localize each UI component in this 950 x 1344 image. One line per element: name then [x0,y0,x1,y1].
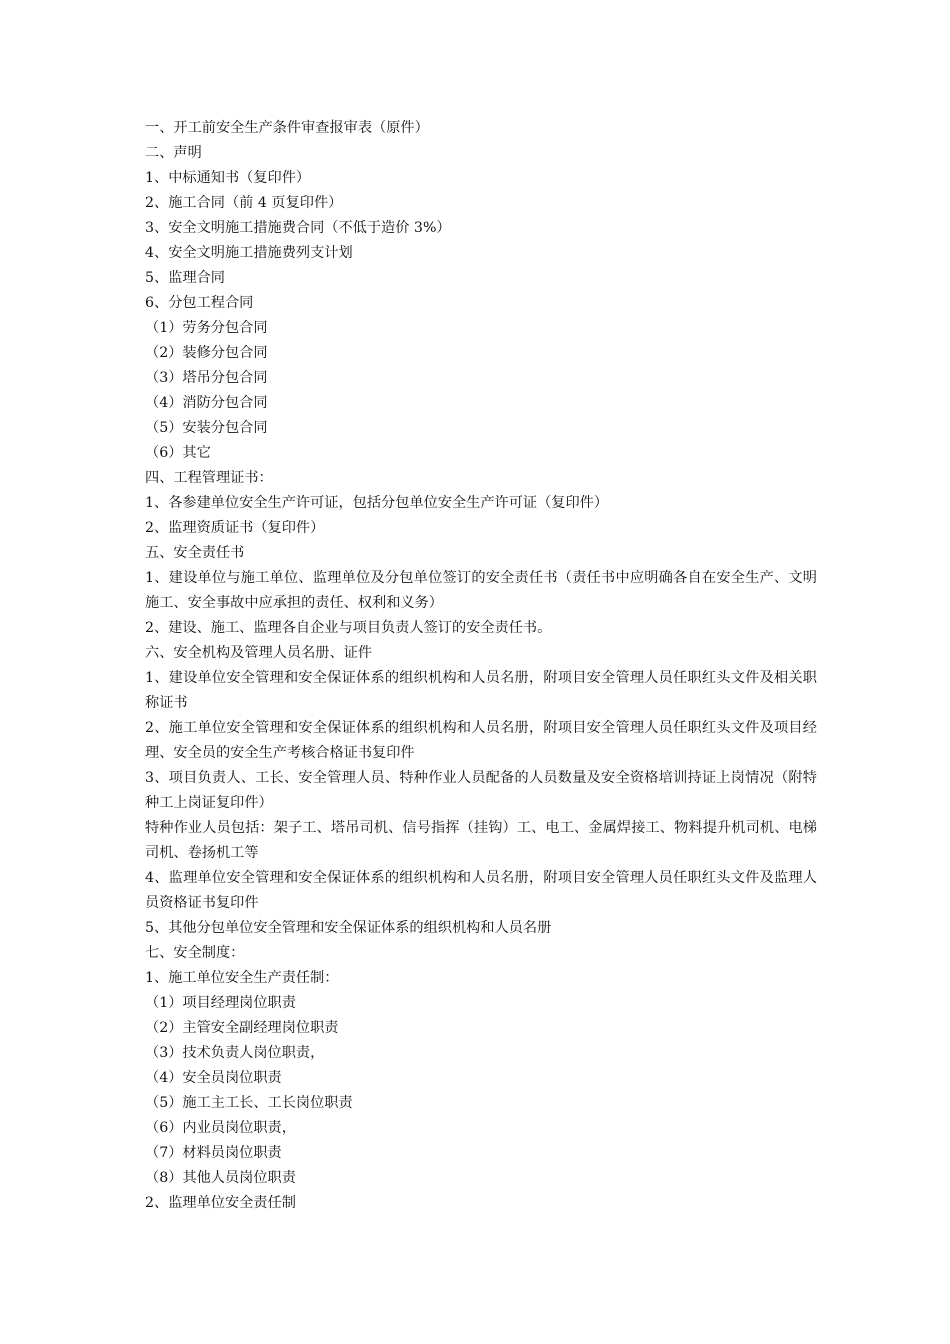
list-item: 2、建设、施工、监理各自企业与项目负责人签订的安全责任书。 [145,620,552,636]
sub-list-item: （1）劳务分包合同 [145,320,268,336]
list-item: 4、安全文明施工措施费列支计划 [145,245,353,261]
list-item: 3、项目负责人、工长、安全管理人员、特种作业人员配备的人员数量及安全资格培训持证上岗情况（附特种工上岗证复印件） [145,770,817,811]
list-item: 1、建设单位安全管理和安全保证体系的组织机构和人员名册，附项目安全管理人员任职红头文件及相关职称证书 [145,670,817,711]
list-item: 1、施工单位安全生产责任制： [145,970,339,986]
sub-list-item: （8）其他人员岗位职责 [145,1170,296,1186]
list-item: 5、其他分包单位安全管理和安全保证体系的组织机构和人员名册 [145,920,552,936]
sub-list-item: （6）其它 [145,445,211,461]
list-item: 3、安全文明施工措施费合同（不低于造价 3%） [145,220,451,236]
sub-list-item: （5）施工主工长、工长岗位职责 [145,1095,353,1111]
sub-list-item: （2）装修分包合同 [145,345,268,361]
heading-1: 一、开工前安全生产条件审查报审表（原件） [145,120,429,136]
document-body [145,116,817,1216]
list-item: 2、施工单位安全管理和安全保证体系的组织机构和人员名册，附项目安全管理人员任职红头文件及项目经理、安全员的安全生产考核合格证书复印件 [145,720,817,761]
heading-4: 四、工程管理证书： [145,470,273,486]
list-item: 2、监理单位安全责任制 [145,1195,296,1211]
note-paragraph: 特种作业人员包括：架子工、塔吊司机、信号指挥（挂钩）工、电工、金属焊接工、物料提升机司机、电梯司机、卷扬机工等 [145,820,817,861]
heading-7: 七、安全制度： [145,945,245,961]
sub-list-item: （3）塔吊分包合同 [145,370,268,386]
list-item: 1、各参建单位安全生产许可证，包括分包单位安全生产许可证（复印件） [145,495,609,511]
sub-list-item: （5）安装分包合同 [145,420,268,436]
list-item: 1、建设单位与施工单位、监理单位及分包单位签订的安全责任书（责任书中应明确各自在安全生产、文明施工、安全事故中应承担的责任、权利和义务） [145,570,817,611]
list-item: 5、监理合同 [145,270,225,286]
sub-list-item: （1）项目经理岗位职责 [145,995,296,1011]
heading-5: 五、安全责任书 [145,545,245,561]
list-item: 6、分包工程合同 [145,295,254,311]
list-item: 2、监理资质证书（复印件） [145,520,325,536]
sub-list-item: （6）内业员岗位职责， [145,1120,296,1136]
sub-list-item: （2）主管安全副经理岗位职责 [145,1020,339,1036]
sub-list-item: （7）材料员岗位职责 [145,1145,282,1161]
sub-list-item: （3）技术负责人岗位职责， [145,1045,325,1061]
list-item: 2、施工合同（前 4 页复印件） [145,195,343,211]
heading-6: 六、安全机构及管理人员名册、证件 [145,645,373,661]
sub-list-item: （4）消防分包合同 [145,395,268,411]
list-item: 1、中标通知书（复印件） [145,170,311,186]
heading-2: 二、声明 [145,145,202,161]
sub-list-item: （4）安全员岗位职责 [145,1070,282,1086]
list-item: 4、监理单位安全管理和安全保证体系的组织机构和人员名册，附项目安全管理人员任职红头文件及监理人员资格证书复印件 [145,870,817,911]
